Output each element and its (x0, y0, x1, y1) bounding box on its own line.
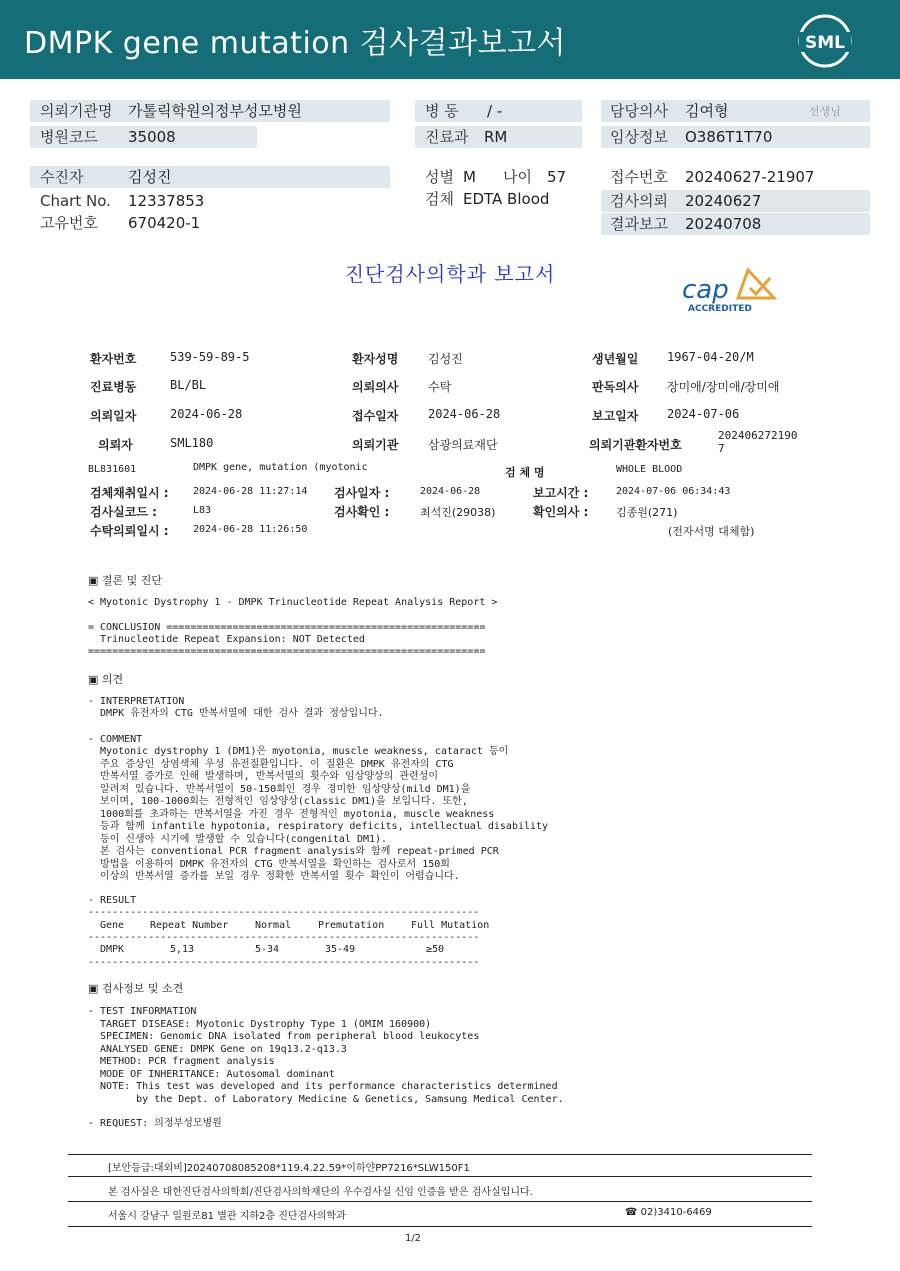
footer-divider-3 (68, 1201, 812, 1202)
confirm-doc-label: 확인의사 : (533, 505, 589, 519)
lab-report-title: 진단검사의학과 보고서 (344, 262, 556, 286)
ward2-value: BL/BL (170, 378, 207, 392)
rdate-value: 2024-06-28 (170, 407, 243, 421)
footer-divider-top (68, 1154, 812, 1155)
uid-row (30, 212, 390, 234)
dept-label: 진료과 (425, 128, 469, 146)
test-info-line: TARGET DISEASE: Myotonic Dystrophy Type 1 (OMIM 160900) (88, 1018, 432, 1030)
consign-label: 수탁의뢰일시 : (90, 524, 169, 538)
receipt-value: 20240627-21907 (685, 168, 815, 186)
clinical-row (601, 126, 870, 148)
footer-divider-2 (68, 1176, 812, 1177)
test-info-line: METHOD: PCR fragment analysis (88, 1056, 275, 1067)
pdate-label: 보고일자 (592, 409, 639, 423)
conclusion-end-line: ================================================================== (88, 646, 486, 657)
doctor-label: 담당의사 (610, 102, 668, 120)
interpretation-text: DMPK 유전자의 CTG 반복서열에 대한 검사 결과 정상입니다. (88, 708, 384, 719)
result-full: ≥50 (426, 944, 445, 955)
rorg-pid-label: 의뢰기관환자번호 (589, 438, 682, 452)
jdoc-value: 장미애/장미애/장미애 (667, 380, 780, 394)
result-col-gene: Gene (100, 920, 125, 931)
ward2-label: 진료병동 (90, 380, 137, 394)
doctor-value: 김여형 (685, 102, 729, 120)
result-gene: DMPK (100, 944, 125, 955)
patient-label: 수진자 (40, 168, 84, 186)
req-org-label: 의뢰기관명 (40, 102, 113, 120)
clinical-value: O386T1T70 (685, 128, 773, 146)
rorg-label: 의뢰기관 (352, 438, 399, 452)
comment-line: 주요 증상인 상염색체 우성 유전질환입니다. 이 질환은 DMPK 유전자의 CTG (88, 758, 454, 770)
rorg-value: 삼광의료재단 (428, 438, 498, 452)
cap-logo-text: cap (682, 275, 729, 305)
spec-name-label: 검 체 명 (505, 466, 545, 479)
comment-line: 이상의 반복서열 증가를 보일 경우 정확한 반복서열 횟수 확인이 어렵습니다. (88, 871, 460, 882)
sex-label: 성별 (425, 168, 454, 186)
jdoc-label: 판독의사 (592, 380, 639, 394)
result-label: 결과보고 (610, 215, 668, 233)
comment-line: 반복서열 증가로 인해 발생하며, 반복서열의 횟수와 임상양상의 관련성이 (88, 771, 439, 782)
comment-line: 등과 함께 infantile hypotonia, respiratory deficits, intellectual disability (88, 821, 549, 832)
sml-logo-icon (797, 13, 853, 69)
chart-value: 12337853 (128, 192, 205, 210)
request-line: - REQUEST: 의정부성모병원 (88, 1118, 222, 1129)
comment-line: Myotonic dystrophy 1 (DM1)은 myotonia, muscle weakness, cataract 등이 (88, 746, 509, 757)
consign-value: 2024-06-28 11:26:50 (193, 524, 308, 535)
patient-row (30, 166, 390, 188)
test-code: BL831601 (88, 464, 137, 475)
result-col-repeat: Repeat Number (150, 920, 229, 931)
report-time-label: 보고시간 : (533, 486, 589, 500)
result-repeat: 5,13 (170, 944, 195, 955)
collect-value: 2024-06-28 11:27:14 (193, 486, 308, 497)
dob-label: 생년월일 (592, 352, 639, 366)
report-subtitle: < Myotonic Dystrophy 1 - DMPK Trinucleotide Repeat Analysis Report > (88, 597, 498, 608)
confirm-doc-value: 김종원(271) (616, 506, 678, 519)
dept-row (415, 126, 582, 148)
result-col-normal: Normal (255, 920, 292, 931)
sml-logo-text: SML (805, 33, 845, 53)
security-line: [보안등급:대외비]20240708085208*119.4.22.59*이하얀PP7216*SLW150F1 (108, 1163, 470, 1174)
pname-value: 김성진 (428, 352, 463, 366)
comment-line: 등이 신생아 시기에 발생할 수 있습니다(congenital DM1). (88, 833, 388, 845)
interpretation-heading: - INTERPRETATION (88, 696, 185, 707)
phone-line: ☎ 02)3410-6469 (625, 1207, 712, 1218)
pname-label: 환자성명 (352, 352, 399, 366)
report-title: DMPK gene mutation 검사결과보고서 (24, 26, 567, 61)
rorg-pid-value-1: 202406272190 (718, 429, 798, 442)
pid-label: 환자번호 (90, 352, 137, 366)
adate-value: 2024-06-28 (428, 407, 501, 421)
footer-divider-bottom (68, 1226, 812, 1227)
ward-value: / - (487, 102, 503, 120)
test-req-value: 20240627 (685, 192, 762, 210)
exam-date-label: 검사일자 : (334, 486, 390, 500)
result-col-full: Full Mutation (411, 920, 490, 931)
clinical-label: 임상정보 (610, 128, 668, 146)
ward-label: 병 동 (425, 102, 459, 120)
comment-line: 1000회를 초과하는 반복서열을 가진 경우 전형적인 myotonia, muscle weakness (88, 808, 495, 820)
test-req-label: 검사의뢰 (610, 192, 668, 210)
requester-label: 의뢰자 (98, 438, 133, 452)
comment-line: 방법을 이용하여 DMPK 유전자의 CTG 반복서열을 확인하는 검사로서 150회 (88, 858, 450, 870)
rorg-pid-value-2: 7 (718, 442, 725, 455)
age-label: 나이 (503, 168, 532, 186)
section-conclusion-heading: ▣ 결론 및 진단 (88, 574, 163, 587)
pid-value: 539-59-89-5 (170, 350, 250, 364)
collect-label: 검체채취일시 : (90, 486, 169, 500)
ward-row (415, 100, 582, 122)
result-mid-line: ----------------------------------------------------------------- (88, 932, 480, 943)
rdoc-value: 수탁 (428, 380, 452, 394)
confirm-label: 검사확인 : (334, 505, 390, 519)
test-name: DMPK gene, mutation (myotonic (193, 462, 368, 473)
comment-line: 보이며, 100-1000회는 전형적인 임상양상(classic DM1)을 보입니다. 또한, (88, 796, 468, 807)
rdoc-label: 의뢰의사 (352, 380, 399, 394)
exam-date-value: 2024-06-28 (420, 486, 481, 497)
dob-value: 1967-04-20/M (667, 350, 754, 364)
doctor-suffix: 선생님 (809, 105, 841, 118)
sex-value: M (463, 168, 476, 186)
page-number: 1/2 (404, 1233, 422, 1244)
test-info-line: MODE OF INHERITANCE: Autosomal dominant (88, 1068, 335, 1080)
confirm-value: 최석진(29038) (420, 506, 496, 519)
result-premutation: 35-49 (325, 944, 356, 955)
adate-label: 접수일자 (352, 409, 399, 423)
test-info-line: by the Dept. of Laboratory Medicine & Genetics, Samsung Medical Center. (88, 1093, 564, 1105)
test-info-line: ANALYSED GENE: DMPK Gene on 19q13.2-q13.3 (88, 1043, 347, 1055)
pdate-value: 2024-07-06 (667, 407, 740, 421)
test-info-line: NOTE: This test was developed and its performance characteristics determined (88, 1081, 558, 1092)
hosp-code-row (30, 126, 257, 148)
chart-row (30, 190, 390, 212)
report-header (0, 0, 900, 79)
conclusion-line: = CONCLUSION ===================================================== (88, 622, 486, 633)
esign-note: (전자서명 대체함) (668, 525, 755, 538)
result-heading: - RESULT (88, 895, 137, 906)
receipt-row (601, 166, 870, 188)
chart-label: Chart No. (40, 192, 111, 210)
req-org-value: 가톨릭학원의정부성모병원 (128, 102, 302, 120)
room-value: L83 (193, 505, 212, 516)
receipt-label: 접수번호 (610, 168, 668, 186)
hosp-code-label: 병원코드 (40, 128, 98, 146)
uid-value: 670420-1 (128, 214, 201, 232)
spec-name-value: WHOLE BLOOD (616, 464, 683, 475)
patient-value: 김성진 (128, 168, 172, 186)
age-value: 57 (547, 168, 567, 186)
report-time-value: 2024-07-06 06:34:43 (616, 486, 731, 497)
test-info-line: - TEST INFORMATION (88, 1006, 197, 1017)
specimen-label: 검체 (425, 190, 454, 208)
cap-accredited-logo-icon (678, 266, 788, 316)
result-value: 20240708 (685, 215, 762, 233)
comment-line: 알려져 있습니다. 반복서열이 50-150회인 경우 경미한 임상양상(mild DM1)을 (88, 783, 471, 795)
result-normal: 5-34 (255, 944, 280, 955)
doctor-row (601, 100, 870, 122)
requester-value: SML180 (170, 436, 214, 450)
result-col-premutation: Premutation (318, 920, 385, 931)
result-row (601, 213, 870, 235)
comment-line: 본 검사는 conventional PCR fragment analysis와 함께 repeat-primed PCR (88, 846, 499, 857)
section-opinion-heading: ▣ 의견 (88, 673, 124, 686)
result-bottom-line: ----------------------------------------------------------------- (88, 957, 480, 968)
conclusion-text: Trinucleotide Repeat Expansion: NOT Detected (88, 634, 365, 645)
sex-age-row (415, 166, 595, 188)
address-line: 서울시 강남구 일원로81 별관 지하2층 진단검사의학과 (108, 1211, 346, 1222)
result-top-line: ----------------------------------------------------------------- (88, 907, 480, 918)
uid-label: 고유번호 (40, 214, 98, 232)
comment-heading: - COMMENT (88, 734, 143, 745)
req-org-row (30, 100, 390, 122)
specimen-value: EDTA Blood (463, 190, 550, 208)
hosp-code-value: 35008 (128, 128, 176, 146)
specimen-row (415, 188, 595, 210)
section-testinfo-heading: ▣ 검사정보 및 소견 (88, 982, 184, 995)
dept-value: RM (484, 128, 508, 146)
rdate-label: 의뢰일자 (90, 409, 137, 423)
cert-line: 본 검사실은 대한진단검사의학회/진단검사의학재단의 우수검사실 신임 인증을 받은 검사실입니다. (108, 1187, 533, 1198)
cap-accredited-text: ACCREDITED (688, 304, 752, 314)
test-info-line: SPECIMEN: Genomic DNA isolated from peripheral blood leukocytes (88, 1031, 480, 1042)
room-label: 검사실코드 : (90, 505, 157, 519)
test-req-row (601, 190, 870, 212)
